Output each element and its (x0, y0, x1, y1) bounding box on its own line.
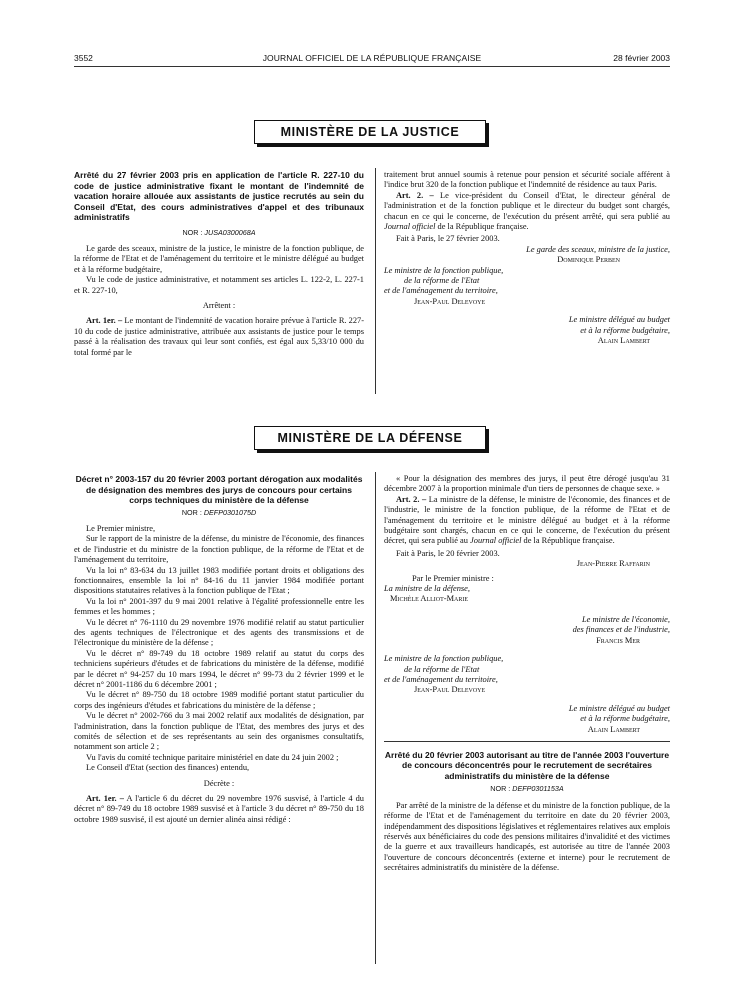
journal-title: JOURNAL OFFICIEL DE LA RÉPUBLIQUE FRANÇAISE (262, 53, 482, 63)
justice-column-divider (375, 168, 376, 394)
defense-vu-3: Vu le décret n° 76-1110 du 29 novembre 1976 modifié relatif au statut particulier des agents techniques de l'électronique et des agents des transmissions et de l'électronique du ministère de la défense ; (74, 617, 364, 648)
defense-vu-7: Vu l'avis du comité technique paritaire ministériel en date du 24 juin 2002 ; (86, 752, 339, 762)
defense-conseil: Le Conseil d'Etat (section des finances) entendu, (86, 763, 250, 773)
defense-decrete: Décrète : (203, 778, 235, 788)
defense-vu-1: Vu la loi n° 83-634 du 13 juillet 1983 modifiée portant droits et obligations des fonctionnaires, ensemble la loi n° 84-16 du 11 janvier 1984 modifiée portant dispositions statutaires relatives à la fonction publique de l'Etat ; (74, 565, 364, 596)
defense-fait: Fait à Paris, le 20 février 2003. (396, 548, 500, 558)
defense-sig1-role: La ministre de la défense, (384, 584, 470, 594)
defense-article-1: Art. 1er. – A l'article 6 du décret du 29 novembre 1976 susvisé, à l'article 4 du décret n° 89-749 du 18 octobre 1989 susvisé et à l'article 3 du décret n° 89-750 du 18 octobre 1989 susvisé, il est ajouté un dernier alinéa ainsi rédigé : (74, 794, 364, 824)
defense-section-rule (384, 741, 670, 742)
defense-premier-ministre: Le Premier ministre, (86, 523, 156, 533)
defense-decret-title: Décret n° 2003-157 du 20 février 2003 portant dérogation aux modalités de désignation des membres des jurys de concours pour certains corps techniques du ministère de la défense (75, 474, 363, 505)
defense-sig4-name: Alain Lambert (587, 724, 640, 734)
justice-preamble: Le garde des sceaux, ministre de la justice, le ministre de la fonction publique, de la réforme de l'Etat et de l'aménagement du territoire et le ministre délégué au budget et à la réforme budgétaire, (74, 243, 364, 274)
justice-article-1-cont: traitement brut annuel soumis à retenue pour pension et sécurité sociale afférent à l'indice brut 320 de la fonction publique et l'indemnité de résidence au taux Paris. (384, 170, 670, 190)
defense-sig2-role-2: des finances et de l'industrie, (572, 625, 670, 635)
defense-sig1-name: Michèle Alliot-Marie (390, 594, 469, 604)
justice-sig3-role-1: Le ministre délégué au budget (568, 315, 670, 325)
justice-article-2: Art. 2. – Le vice-président du Conseil d'Etat, le directeur général de l'administration et de la fonction publique et le directeur du budget sont chargés, chacun en ce qui le concerne, de l'exécution du présent arrêté, qui sera publié au Journal officiel de la République française. (384, 190, 670, 232)
page-number: 3552 (74, 53, 93, 63)
defense-par-pm: Par le Premier ministre : (412, 573, 494, 583)
justice-nor-code: JUSA0300068A (204, 227, 256, 237)
defense-arrete2-title: Arrêté du 20 février 2003 autorisant au titre de l'année 2003 l'ouverture de concours déconcentrés pour le recrutement de secrétaires administratifs du ministère de la défense (384, 749, 670, 781)
defense-rapport: Sur le rapport de la ministre de la défense, du ministre de l'économie, des finances et de l'industrie et du ministre de la fonction publique, de la réforme de l'Etat et de l'aménagement du territoire, (74, 534, 364, 565)
defense-arrete2-body: Par arrêté de la ministre de la défense et du ministre de la fonction publique, de la réforme de l'Etat et de l'aménagement du territoire en date du 20 février 2003, indépendamment des dispositions législatives et réglementaires relatives aux emplois réservés aux bénéficiaires du code des pensions militaires d'invalidité et des victimes de la guerre et aux travailleurs handicapés, est autorisée au titre de l'année 2003 l'ouverture de concours déconcentrés (externe et interne) pour le recrutement de secrétaires administratifs du ministère de la défense. (384, 800, 670, 873)
defense-pm-name: Jean-Pierre Raffarin (576, 559, 650, 569)
defense-arrete2-nor-code: DEFP0301153A (512, 784, 564, 794)
header-rule (74, 66, 670, 67)
defense-nor-code: DEFP0301075D (203, 507, 257, 517)
defense-sig4-role-1: Le ministre délégué au budget (568, 703, 670, 713)
defense-nor: NOR : DEFP0301075D (181, 507, 257, 517)
defense-quote: « Pour la désignation des membres des jurys, il peut être dérogé jusqu'au 31 décembre 2007 à la proportion minimale d'un tiers de personnes de chaque sexe. » (384, 474, 670, 494)
justice-fait: Fait à Paris, le 27 février 2003. (396, 234, 500, 244)
defense-vu-2: Vu la loi n° 2001-397 du 9 mai 2001 relative à l'égalité professionnelle entre les femmes et les hommes ; (74, 596, 364, 617)
defense-vu-6: Vu le décret n° 2002-766 du 3 mai 2002 relatif aux modalités de désignation, par l'administration, dans la fonction publique de l'Etat, des membres des jurys et des comités de sélection et de ses représentants au sein des organismes consultatifs, notamment son article 2 ; (74, 711, 364, 752)
justice-arrete-title: Arrêté du 27 février 2003 pris en application de l'article R. 227-10 du code de justice administrative fixant le montant de l'indemnité de vacation horaire allouée aux assistants de justice recrutés au sein du Conseil d'Etat, des cours administratives d'appel et des tribunaux administratifs (74, 170, 364, 222)
defense-column-divider (375, 472, 376, 964)
ministry-heading-justice: MINISTÈRE DE LA JUSTICE (254, 120, 486, 144)
justice-sig2-role-3: et de l'aménagement du territoire, (384, 286, 498, 296)
ministry-heading-defense: MINISTÈRE DE LA DÉFENSE (254, 426, 486, 450)
justice-right-column (384, 170, 670, 347)
justice-sig2-name: Jean-Paul Delevoye (414, 296, 486, 306)
defense-right-column (384, 474, 670, 874)
justice-sig1-name: Dominique Perben (557, 255, 620, 265)
justice-sig1-role: Le garde des sceaux, ministre de la justice, (526, 244, 670, 254)
defense-article-2: Art. 2. – La ministre de la défense, le ministre de l'économie, des finances et de l'industrie, le ministre de la fonction publique, de la réforme de l'Etat et de l'aménagement du territoire et le ministre délégué au budget et à la réforme budgétaire sont chargés, chacun en ce qui le concerne, de l'exécution du présent décret, qui sera publié au Journal officiel de la République française. (384, 494, 671, 546)
defense-sig2-name: Francis Mer (596, 635, 640, 645)
justice-nor: NOR : JUSA0300068A (182, 227, 256, 237)
defense-vu-4: Vu le décret n° 89-749 du 18 octobre 1989 relatif au statut du corps des techniciens supérieurs d'études et de fabrications du ministère de la défense, modifié par le décret n° 94-257 du 10 mars 1994, le décret n° 99-73 du 2 février 1999 et le décret n° 2001-1186 du 6 décembre 2001 ; (74, 648, 364, 689)
justice-sig2-role-1: Le ministre de la fonction publique, (384, 265, 504, 275)
justice-sig3-role-2: et à la réforme budgétaire, (580, 325, 670, 335)
justice-sig3-name: Alain Lambert (597, 336, 650, 346)
justice-arretent: Arrêtent : (202, 300, 236, 310)
justice-vu: Vu le code de justice administrative, et notamment ses articles L. 122-2, L. 227-1 et R. 227-10, (74, 275, 364, 295)
defense-vu-5: Vu le décret n° 89-750 du 18 octobre 1989 modifié portant statut particulier du corps des ingénieurs d'études et fabrications du ministère de la défense ; (74, 690, 364, 710)
defense-left-column (74, 474, 364, 825)
defense-sig3-role-1: Le ministre de la fonction publique, (384, 654, 504, 664)
defense-arrete2-nor: NOR : DEFP0301153A (490, 784, 564, 794)
defense-sig3-name: Jean-Paul Delevoye (414, 685, 486, 695)
justice-sig2-role-2: de la réforme de l'Etat (404, 276, 480, 286)
defense-sig4-role-2: et à la réforme budgétaire, (580, 714, 670, 724)
justice-left-column (74, 170, 364, 358)
justice-article-1: Art. 1er. – Le montant de l'indemnité de vacation horaire prévue à l'article R. 227-10 du code de justice administrative, attribuée aux assistants de justice pour le temps passé à la réalisation des travaux qui leur sont confiés, est égal aux 5,33/10 000 du total formé par le (74, 316, 365, 357)
defense-sig3-role-2: de la réforme de l'Etat (404, 664, 480, 674)
defense-sig3-role-3: et de l'aménagement du territoire, (384, 674, 498, 684)
issue-date: 28 février 2003 (613, 53, 670, 63)
defense-sig2-role-1: Le ministre de l'économie, (581, 614, 670, 624)
